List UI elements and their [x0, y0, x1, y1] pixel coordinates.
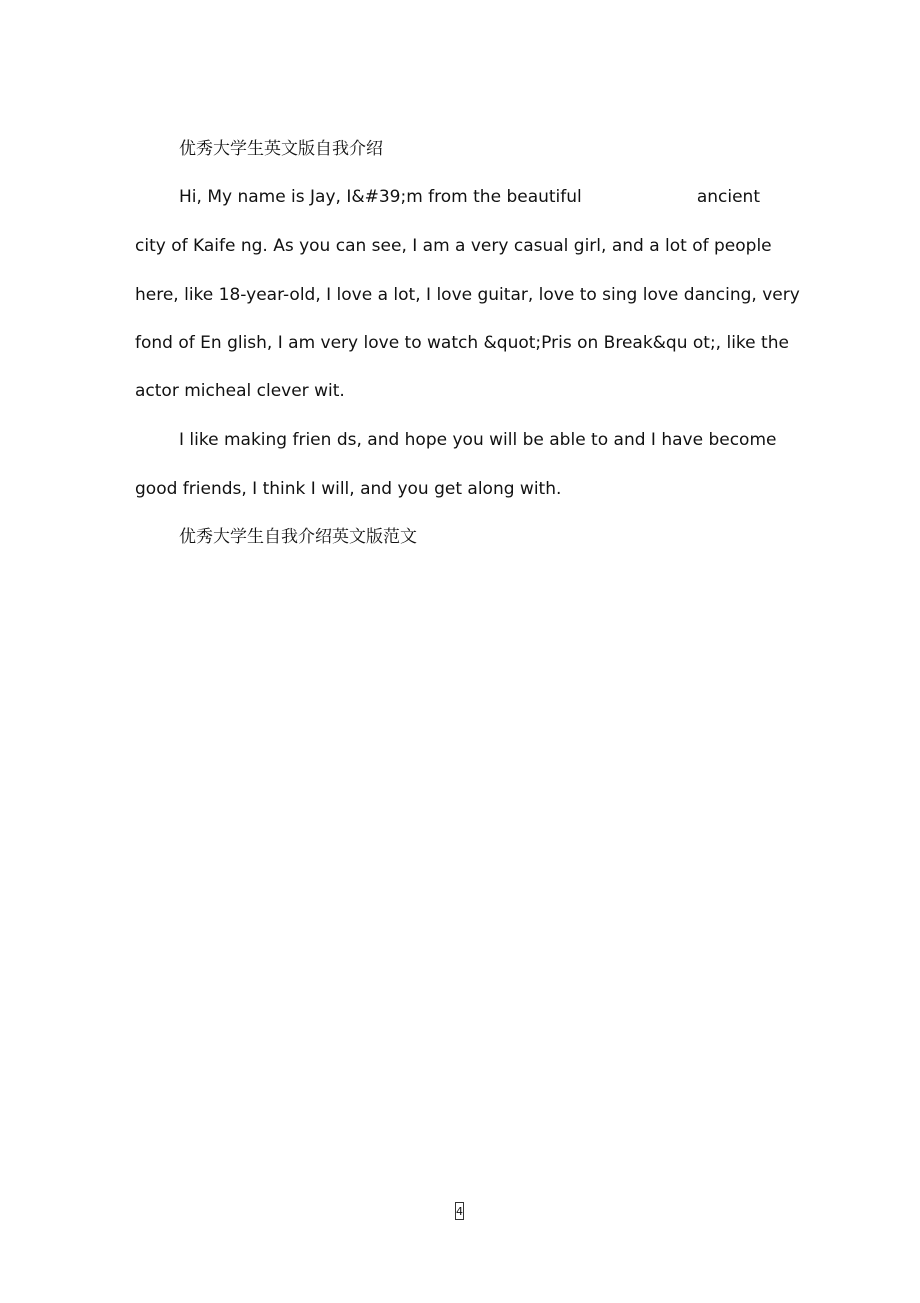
paragraph-1-line-2: city of Kaife ng. As you can see, I am a very casual girl, and a lot of people — [135, 236, 772, 256]
page-number: 4 — [455, 1202, 464, 1220]
paragraph-1-line-1 — [179, 185, 760, 209]
paragraph-1-line-3: here, like 18-year-old, I love a lot, I love guitar, love to sing love dancing, very — [135, 285, 800, 305]
paragraph-1-line-1-start: Hi, My name is Jay, I&#39;m from the beautiful — [179, 187, 582, 207]
section-heading-2: 优秀大学生自我介绍英文版范文 — [179, 527, 417, 547]
paragraph-2-line-1: I like making frien ds, and hope you will be able to and I have become — [179, 430, 777, 450]
section-heading-1: 优秀大学生英文版自我介绍 — [179, 139, 383, 159]
paragraph-1-line-5: actor micheal clever wit. — [135, 381, 345, 401]
paragraph-2-line-2: good friends, I think I will, and you get along with. — [135, 479, 562, 499]
paragraph-1-line-1-end: ancient — [696, 187, 760, 207]
paragraph-1-line-4: fond of En glish, I am very love to watch &quot;Pris on Break&qu ot;, like the — [135, 333, 789, 353]
